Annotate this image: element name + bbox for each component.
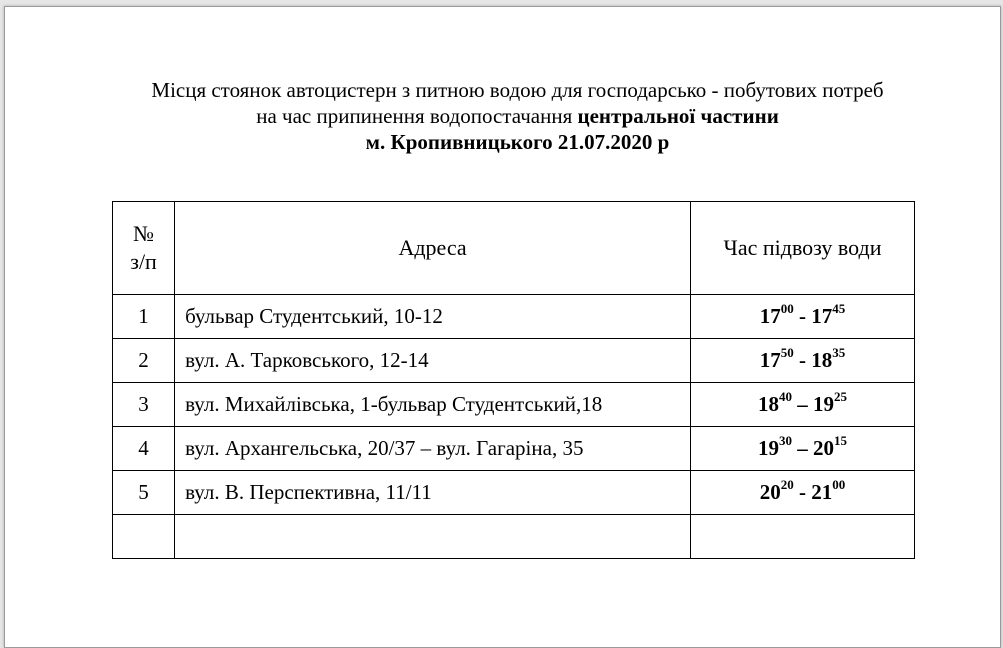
heading-line-3	[5, 129, 1003, 155]
end-hour: 17	[811, 304, 833, 328]
header-number	[113, 202, 175, 295]
document-heading	[5, 77, 1003, 155]
start-hour: 19	[758, 436, 779, 460]
time-separator: –	[792, 392, 813, 416]
table-row	[113, 427, 915, 471]
row-number: 5	[113, 471, 175, 515]
row-time	[691, 295, 915, 339]
water-schedule-table	[112, 201, 915, 559]
row-time	[691, 427, 915, 471]
start-hour: 20	[759, 480, 781, 504]
start-minute: 30	[779, 433, 792, 448]
row-address: вул. Архангельська, 20/37 – вул. Гагаріна, 35	[175, 427, 691, 471]
end-minute: 15	[834, 433, 847, 448]
heading-line-3-bold: м. Кропивницького 21.07.2020 р	[365, 130, 670, 154]
heading-line-2	[5, 103, 1003, 129]
start-minute: 00	[780, 301, 794, 316]
time-separator: -	[793, 304, 812, 328]
row-number: 2	[113, 339, 175, 383]
row-address-empty	[175, 515, 691, 559]
document-page	[4, 6, 1001, 648]
end-hour: 18	[811, 348, 833, 372]
row-number: 3	[113, 383, 175, 427]
row-time-empty	[691, 515, 915, 559]
start-minute: 50	[780, 345, 794, 360]
row-address: вул. В. Перспективна, 11/11	[175, 471, 691, 515]
row-time	[691, 339, 915, 383]
row-time	[691, 471, 915, 515]
header-time: Час підвозу води	[691, 202, 915, 295]
header-number-line-1: №	[133, 221, 155, 246]
start-minute: 40	[779, 389, 792, 404]
table-row-empty	[113, 515, 915, 559]
table-row	[113, 295, 915, 339]
row-number: 1	[113, 295, 175, 339]
end-hour: 21	[811, 480, 833, 504]
time-separator: -	[793, 480, 812, 504]
start-hour: 17	[759, 348, 781, 372]
time-separator: -	[793, 348, 812, 372]
table-header-row	[113, 202, 915, 295]
heading-line-1: Місця стоянок автоцистерн з питною водою для господарсько - побутових потреб	[151, 78, 884, 102]
table-row	[113, 339, 915, 383]
end-minute: 45	[832, 301, 846, 316]
start-hour: 18	[758, 392, 779, 416]
heading-line-2-bold: центральної частини	[577, 104, 779, 128]
row-address: вул. Михайлівська, 1-бульвар Студентський,18	[175, 383, 691, 427]
end-hour: 19	[813, 392, 834, 416]
end-hour: 20	[813, 436, 834, 460]
table-row	[113, 383, 915, 427]
table-row	[113, 471, 915, 515]
header-address: Адреса	[175, 202, 691, 295]
end-minute: 25	[834, 389, 847, 404]
row-number: 4	[113, 427, 175, 471]
start-hour: 17	[759, 304, 781, 328]
time-separator: –	[792, 436, 813, 460]
row-time	[691, 383, 915, 427]
row-address: бульвар Студентський, 10-12	[175, 295, 691, 339]
row-address: вул. А. Тарковського, 12-14	[175, 339, 691, 383]
heading-line-2-text: на час припинення водопостачання	[256, 104, 578, 128]
header-number-line-2: з/п	[130, 249, 157, 274]
row-number-empty	[113, 515, 175, 559]
end-minute: 35	[832, 345, 846, 360]
start-minute: 20	[780, 477, 794, 492]
end-minute: 00	[832, 477, 846, 492]
